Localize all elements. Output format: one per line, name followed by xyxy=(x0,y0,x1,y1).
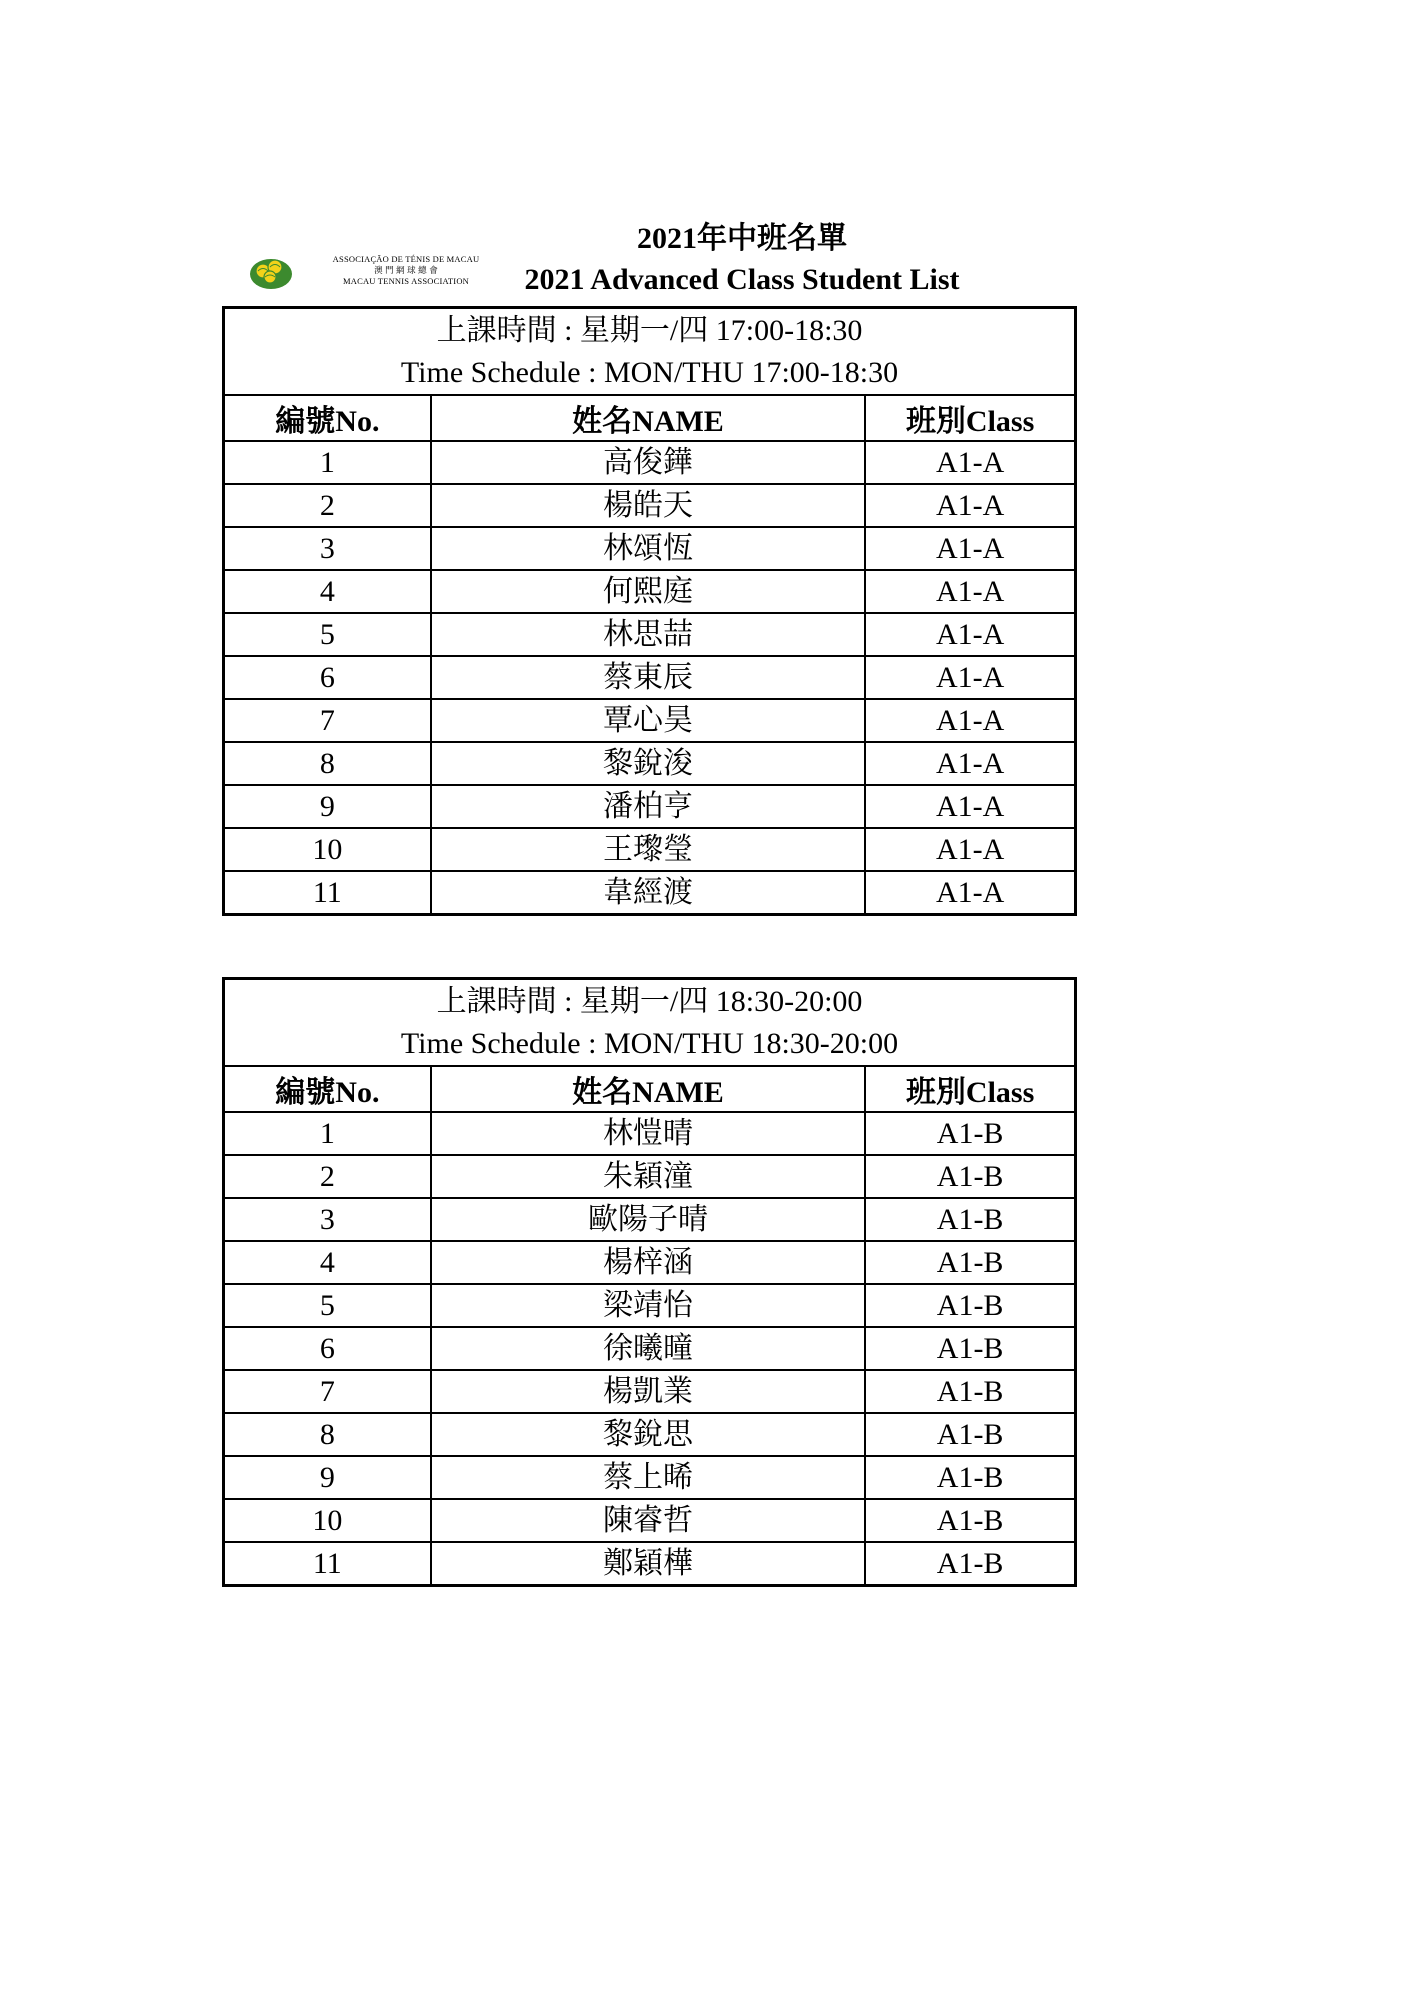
table-row xyxy=(224,871,1076,915)
cell-number: 7 xyxy=(224,1370,431,1413)
table-row xyxy=(224,1542,1076,1586)
table-row xyxy=(224,527,1076,570)
title-english: 2021 Advanced Class Student List xyxy=(524,263,960,296)
table-row xyxy=(224,1456,1076,1499)
table-row xyxy=(224,441,1076,484)
cell-class: A1-B xyxy=(865,1198,1075,1241)
cell-student-name: 高俊鏵 xyxy=(431,441,866,484)
cell-student-name: 陳睿哲 xyxy=(431,1499,866,1542)
cell-class: A1-A xyxy=(865,742,1075,785)
cell-number: 11 xyxy=(224,1542,431,1586)
document-header xyxy=(222,218,1082,302)
cell-class: A1-A xyxy=(865,656,1075,699)
cell-student-name: 鄭穎樺 xyxy=(431,1542,866,1586)
tennis-ball-logo-icon xyxy=(248,252,294,292)
cell-student-name: 黎銳思 xyxy=(431,1413,866,1456)
cell-student-name: 楊皓天 xyxy=(431,484,866,527)
cell-student-name: 歐陽子晴 xyxy=(431,1198,866,1241)
roster-table-1 xyxy=(222,306,1077,916)
cell-student-name: 林思喆 xyxy=(431,613,866,656)
cell-student-name: 覃心昊 xyxy=(431,699,866,742)
logo-line-chinese: 澳 門 網 球 總 會 xyxy=(374,265,438,275)
table-row xyxy=(224,484,1076,527)
cell-class: A1-A xyxy=(865,785,1075,828)
logo-line-english: MACAU TENNIS ASSOCIATION xyxy=(342,276,470,286)
schedule-cell xyxy=(224,308,1076,396)
cell-number: 2 xyxy=(224,1155,431,1198)
table-row xyxy=(224,1499,1076,1542)
column-header-class: 班別Class xyxy=(865,395,1075,441)
cell-class: A1-A xyxy=(865,871,1075,915)
column-header-row xyxy=(224,395,1076,441)
column-header-row xyxy=(224,1066,1076,1112)
table-row xyxy=(224,828,1076,871)
cell-number: 4 xyxy=(224,570,431,613)
table-row xyxy=(224,1198,1076,1241)
cell-student-name: 何熙庭 xyxy=(431,570,866,613)
roster-table-2 xyxy=(222,977,1077,1587)
cell-student-name: 蔡東辰 xyxy=(431,656,866,699)
cell-number: 9 xyxy=(224,1456,431,1499)
cell-number: 8 xyxy=(224,742,431,785)
cell-class: A1-A xyxy=(865,828,1075,871)
table-row xyxy=(224,1112,1076,1155)
cell-number: 3 xyxy=(224,527,431,570)
cell-class: A1-A xyxy=(865,699,1075,742)
cell-class: A1-B xyxy=(865,1155,1075,1198)
cell-class: A1-B xyxy=(865,1112,1075,1155)
cell-student-name: 王瓈瑩 xyxy=(431,828,866,871)
title-block xyxy=(462,218,1022,300)
cell-student-name: 林愷晴 xyxy=(431,1112,866,1155)
cell-student-name: 林頌恆 xyxy=(431,527,866,570)
cell-class: A1-A xyxy=(865,484,1075,527)
schedule-row xyxy=(224,979,1076,1067)
schedule-row xyxy=(224,308,1076,396)
cell-student-name: 楊凱業 xyxy=(431,1370,866,1413)
schedule-chinese: 上課時間 : 星期一/四 18:30-20:00 xyxy=(436,984,863,1018)
column-header-class: 班別Class xyxy=(865,1066,1075,1112)
cell-number: 6 xyxy=(224,1327,431,1370)
cell-number: 1 xyxy=(224,1112,431,1155)
table-row xyxy=(224,1241,1076,1284)
column-header-name: 姓名NAME xyxy=(431,1066,866,1112)
cell-class: A1-B xyxy=(865,1284,1075,1327)
cell-class: A1-A xyxy=(865,570,1075,613)
column-header-number: 編號No. xyxy=(224,395,431,441)
cell-student-name: 朱穎潼 xyxy=(431,1155,866,1198)
column-header-number: 編號No. xyxy=(224,1066,431,1112)
table-row xyxy=(224,613,1076,656)
cell-student-name: 蔡上晞 xyxy=(431,1456,866,1499)
cell-student-name: 黎銳浚 xyxy=(431,742,866,785)
column-header-name: 姓名NAME xyxy=(431,395,866,441)
schedule-english: Time Schedule : MON/THU 18:30-20:00 xyxy=(400,1026,899,1060)
table-row xyxy=(224,656,1076,699)
cell-number: 10 xyxy=(224,828,431,871)
table-row xyxy=(224,570,1076,613)
title-chinese: 2021年中班名單 xyxy=(637,222,847,255)
cell-class: A1-B xyxy=(865,1542,1075,1586)
cell-class: A1-B xyxy=(865,1413,1075,1456)
association-logo xyxy=(248,250,488,298)
cell-number: 1 xyxy=(224,441,431,484)
cell-class: A1-A xyxy=(865,527,1075,570)
cell-student-name: 梁靖怡 xyxy=(431,1284,866,1327)
cell-number: 8 xyxy=(224,1413,431,1456)
cell-class: A1-A xyxy=(865,613,1075,656)
table-row xyxy=(224,742,1076,785)
schedule-cell xyxy=(224,979,1076,1067)
cell-number: 10 xyxy=(224,1499,431,1542)
schedule-english: Time Schedule : MON/THU 17:00-18:30 xyxy=(400,355,899,389)
table-row xyxy=(224,699,1076,742)
cell-class: A1-B xyxy=(865,1499,1075,1542)
cell-class: A1-B xyxy=(865,1241,1075,1284)
cell-class: A1-B xyxy=(865,1456,1075,1499)
cell-number: 2 xyxy=(224,484,431,527)
cell-student-name: 楊梓涵 xyxy=(431,1241,866,1284)
schedule-chinese: 上課時間 : 星期一/四 17:00-18:30 xyxy=(436,313,863,347)
cell-number: 5 xyxy=(224,1284,431,1327)
cell-class: A1-B xyxy=(865,1327,1075,1370)
cell-class: A1-B xyxy=(865,1370,1075,1413)
cell-number: 6 xyxy=(224,656,431,699)
table-row xyxy=(224,1284,1076,1327)
cell-number: 9 xyxy=(224,785,431,828)
cell-number: 3 xyxy=(224,1198,431,1241)
cell-student-name: 韋經渡 xyxy=(431,871,866,915)
cell-number: 5 xyxy=(224,613,431,656)
cell-number: 4 xyxy=(224,1241,431,1284)
cell-number: 11 xyxy=(224,871,431,915)
cell-number: 7 xyxy=(224,699,431,742)
table-row xyxy=(224,1327,1076,1370)
cell-student-name: 徐曦曈 xyxy=(431,1327,866,1370)
cell-class: A1-A xyxy=(865,441,1075,484)
logo-line-portuguese: ASSOCIAÇÃO DE TÉNIS DE MACAU xyxy=(332,254,480,264)
table-row xyxy=(224,1155,1076,1198)
cell-student-name: 潘柏亨 xyxy=(431,785,866,828)
table-row xyxy=(224,1413,1076,1456)
table-row xyxy=(224,785,1076,828)
table-row xyxy=(224,1370,1076,1413)
